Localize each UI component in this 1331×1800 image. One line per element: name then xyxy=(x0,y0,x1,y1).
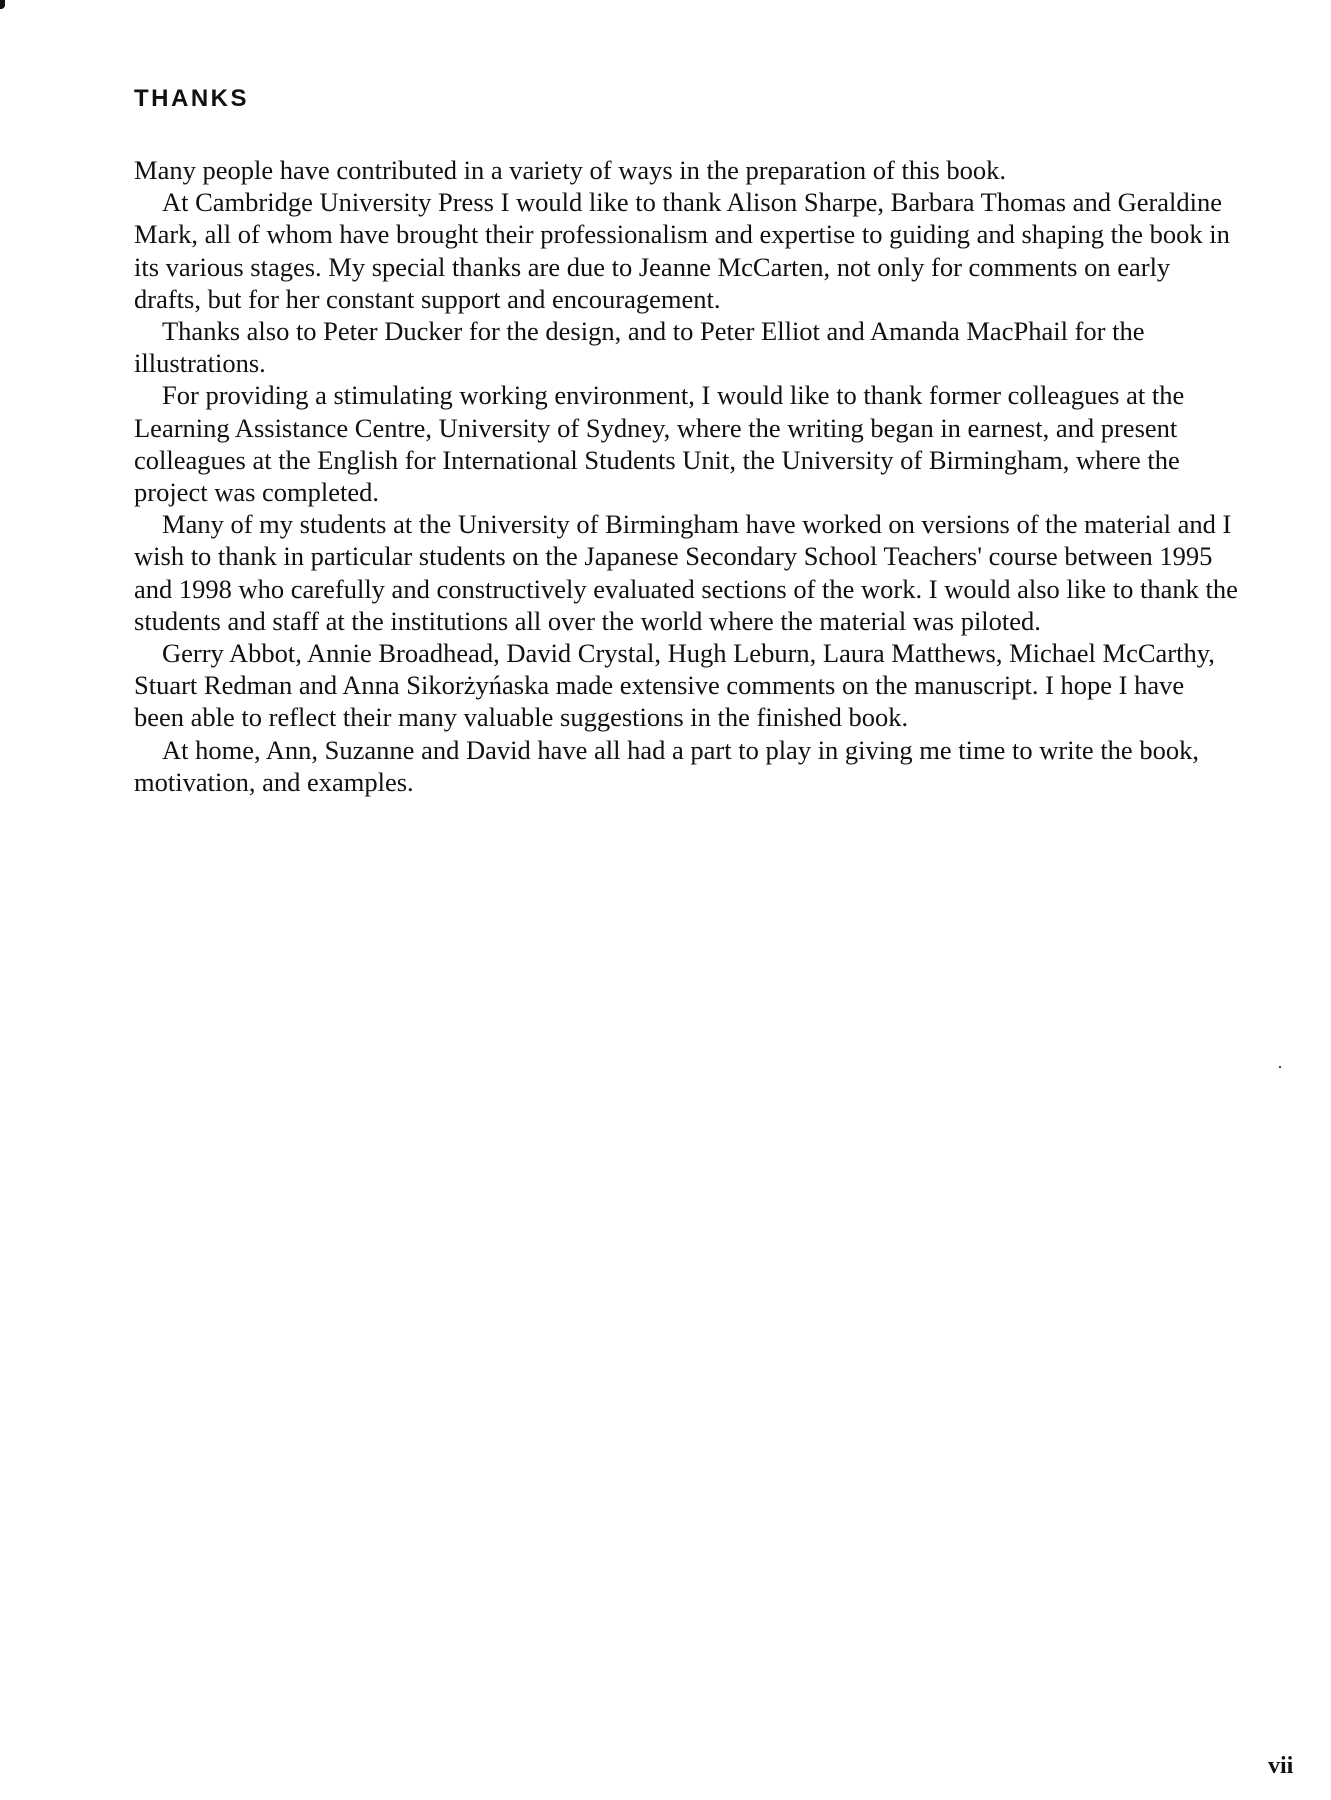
acknowledgements-text xyxy=(134,154,1239,798)
paragraph: Thanks also to Peter Ducker for the design, and to Peter Elliot and Amanda MacPhail for the illustrations. xyxy=(134,316,1145,379)
paragraph: Many people have contributed in a variety of ways in the preparation of this book. xyxy=(134,155,1007,185)
page-number: vii xyxy=(1268,1753,1294,1779)
paragraph: Gerry Abbot, Annie Broadhead, David Crystal, Hugh Leburn, Laura Matthews, Michael McCarthy, Stuart Redman and Anna Sikorżyńaska made extensive comments on the manuscript. I hope I have been able to reflect their many valuable suggestions in the finished book. xyxy=(134,638,1215,733)
paragraph: For providing a stimulating working environment, I would like to thank former colleagues at the Learning Assistance Centre, University of Sydney, where the writing began in earnest, and present colleagues at the English for International Students Unit, the University of Birmingham, where the project was completed. xyxy=(134,380,1185,508)
paragraph: At Cambridge University Press I would like to thank Alison Sharpe, Barbara Thomas and Geraldine Mark, all of whom have brought their professionalism and expertise to guiding and shaping the book in its various stages. My special thanks are due to Jeanne McCarten, not only for comments on early drafts, but for her constant support and encouragement. xyxy=(134,187,1230,314)
corner-scan-mark xyxy=(0,0,5,9)
page-heading: THANKS xyxy=(134,85,249,112)
scan-speck xyxy=(1279,1066,1281,1068)
paragraph: At home, Ann, Suzanne and David have all had a part to play in giving me time to write the book, motivation, and examples. xyxy=(134,734,1199,797)
paragraph: Many of my students at the University of Birmingham have worked on versions of the material and I wish to thank in particular students on the Japanese Secondary School Teachers' course between 1995 and 1998 who carefully and constructively evaluated sections of the work. I would also like to thank the students and staff at the institutions all over the world where the material was piloted. xyxy=(134,509,1238,636)
